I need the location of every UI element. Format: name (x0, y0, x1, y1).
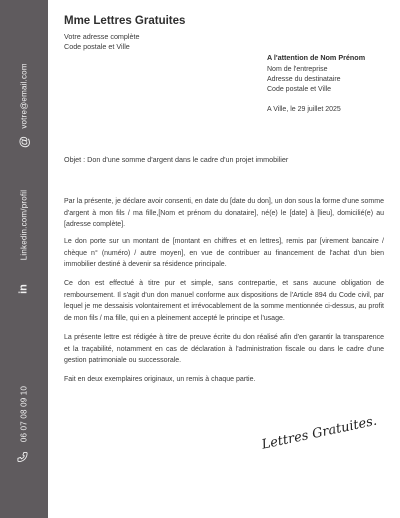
sender-name: Mme Lettres Gratuites (64, 15, 186, 27)
linkedin-icon: in (17, 284, 30, 294)
paragraph: Le don porte sur un montant de [montant en chiffres et en lettres], remis par [virement bancaire / chèque n° (numéro) / autre moyen], en vue de contribuer au financement de l'achat d'un bien immobilier destiné à devenir sa résidence principale. (64, 238, 384, 269)
sidebar-email[interactable]: votre@email.com (19, 63, 29, 129)
sender-address: Votre adresse complète (64, 32, 140, 41)
paragraph: Par la présente, je déclare avoir consenti, en date du [date du don], un don sous la forme d'une somme d'argent à mon fils / ma fille,[Nom et prénom du donataire], né(e) le [date] à [lieu], domicilié(e) au [adresse complète]. (64, 198, 384, 229)
sidebar-linkedin[interactable]: Linkedin.com/profil (19, 189, 29, 261)
signature (258, 411, 379, 456)
sidebar-phone: 06 07 08 09 10 (19, 385, 29, 443)
phone-icon (17, 452, 31, 463)
recipient-city: Code postale et Ville (267, 86, 332, 93)
letter-subject: Objet : Don d'une somme d'argent dans le cadre d'un projet immobilier (64, 155, 289, 164)
recipient-address: Adresse du destinataire (267, 76, 341, 83)
signature-text: Lettres Gratuites. (260, 413, 379, 453)
recipient-company: Nom de l'entreprise (267, 66, 328, 73)
letter-date: A Ville, le 29 juillet 2025 (267, 106, 341, 113)
paragraph: Ce don est effectué à titre pur et simple, sans contrepartie, et sans aucune obligation de remboursement. Il s'agit d'un don manuel conforme aux dispositions de l'Article 894 du Code civil, par lequel je me dessaisis volontairement et irrévocablement de la somme mentionnée ci-dessus, au profit de mon fils / ma fille, qui en a pleinement accepté le principe et l'usage. (64, 280, 384, 323)
paragraph: Fait en deux exemplaires originaux, un remis à chaque partie. (64, 376, 256, 383)
at-icon: @ (17, 136, 31, 148)
contact-sidebar (0, 0, 48, 518)
recipient-attention: A l'attention de Nom Prénom (267, 53, 366, 62)
sender-city: Code postale et Ville (64, 42, 130, 51)
paragraph: La présente lettre est rédigée à titre de preuve écrite du don réalisé afin d'en garantir la transparence et la traçabilité, notamment en cas de déclaration à l'administration fiscale ou dans le cadre d'une gestion patrimoniale ou successorale. (64, 334, 384, 365)
